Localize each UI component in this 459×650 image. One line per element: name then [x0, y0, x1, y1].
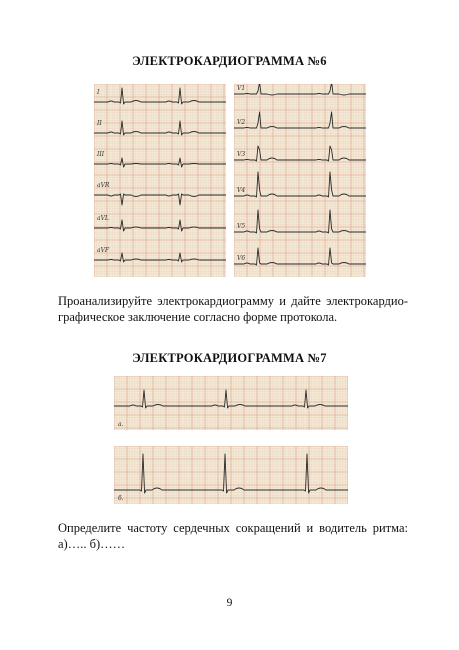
- strip-b-label: б.: [118, 495, 124, 502]
- lead-label-v5: V5: [237, 223, 246, 230]
- ecg7-question-line2: а)….. б)……: [58, 537, 126, 551]
- ecg7-strip-a: [114, 376, 348, 430]
- lead-label-v6: V6: [237, 255, 246, 262]
- ecg6-title: ЭЛЕКТРОКАРДИОГРАММА №6: [132, 54, 327, 68]
- ecg7-question: [58, 520, 408, 552]
- lead-label-v4: V4: [237, 187, 246, 194]
- ecg7-question-line1: Определите частоту сердечных сокращений и водитель ритма:: [58, 521, 408, 535]
- ecg6-instruction-line1: Проанализируйте электрокардиограмму и дайте электрокардио-: [58, 294, 408, 308]
- ecg6-instruction-line2: графическое заключение согласно форме протокола.: [58, 310, 338, 324]
- lead-label-v3: V3: [237, 151, 246, 158]
- lead-label-v1: V1: [237, 85, 246, 92]
- lead-label-ii: II: [97, 120, 102, 127]
- strip-a-label: а.: [118, 421, 124, 428]
- lead-label-v2: V2: [237, 119, 246, 126]
- ecg7-strip-b: [114, 446, 348, 504]
- ecg7-title: ЭЛЕКТРОКАРДИОГРАММА №7: [132, 351, 327, 365]
- lead-label-avf: aVF: [97, 247, 110, 254]
- lead-label-avr: aVR: [97, 182, 110, 189]
- lead-label-iii: III: [97, 151, 105, 158]
- ecg6-limb-leads-panel: [94, 84, 226, 277]
- ecg6-instruction: [58, 293, 408, 325]
- lead-label-avl: aVL: [97, 215, 109, 222]
- page-number: 9: [226, 597, 233, 609]
- lead-label-i: I: [97, 89, 100, 96]
- ecg6-chest-leads-panel: [234, 84, 366, 277]
